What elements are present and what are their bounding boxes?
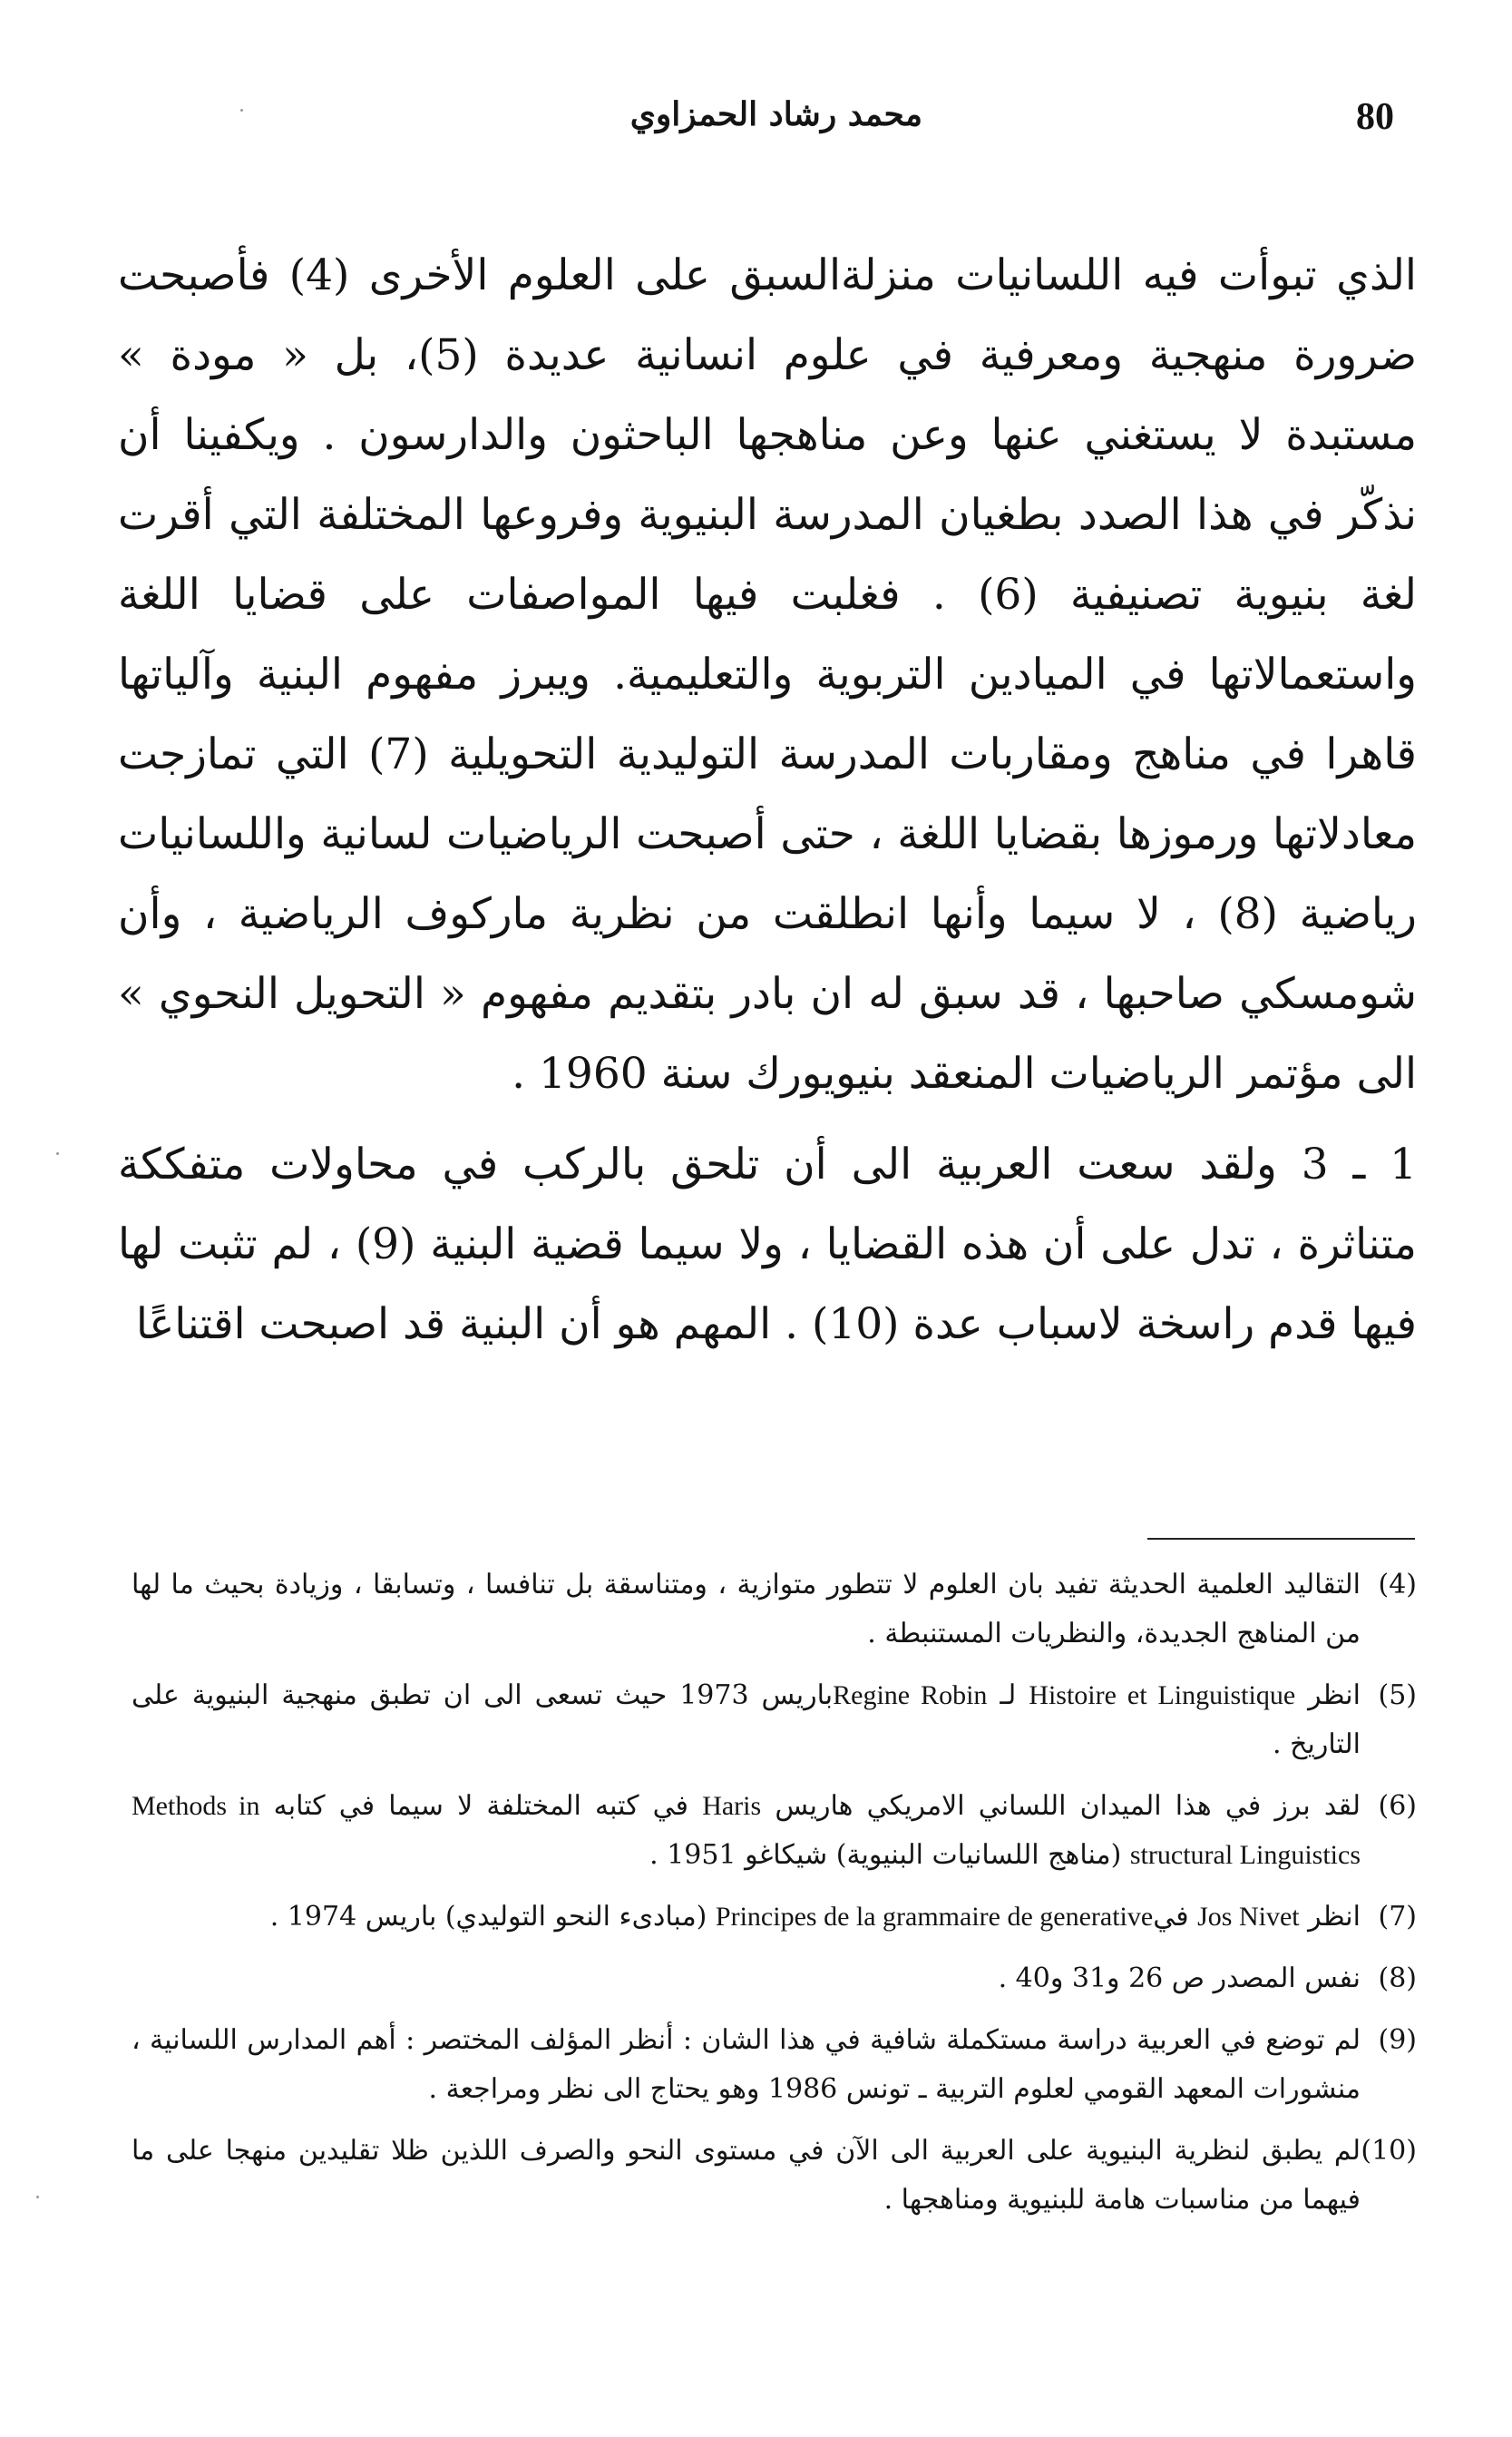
footnote-text-part: انظر — [1295, 1679, 1361, 1711]
scan-speck — [240, 109, 243, 112]
footnote-number: (9) — [1378, 2024, 1417, 2056]
page-header — [163, 95, 1394, 168]
footnotes — [132, 1561, 1417, 2237]
footnote-number: (5) — [1378, 1679, 1417, 1711]
running-head: محمد رشاد الحمزاوي — [629, 95, 922, 133]
footnote-text: لم توضع في العربية دراسة مستكملة شافية في هذا الشان : أنظر المؤلف المختصر : أهم المدارس اللسانية ، منشورات المعهد القومي لعلوم التربية ـ تونس 1986 وهو يحتاج الى نظر ومراجعة . — [132, 2024, 1361, 2105]
page-number: 80 — [1356, 96, 1394, 138]
footnote-divider — [1147, 1538, 1415, 1540]
scan-speck — [56, 1152, 59, 1155]
footnote-latin-title: Histoire et Linguistique — [1029, 1680, 1296, 1710]
footnote-text — [132, 1893, 1361, 1942]
footnote-number: (8) — [1378, 1962, 1417, 1994]
footnote — [132, 1954, 1417, 2003]
footnote-text — [132, 1782, 1361, 1880]
footnote-number: (10) — [1361, 2135, 1417, 2167]
footnote — [132, 1671, 1417, 1769]
footnote-latin-author: Jos Nivet — [1197, 1902, 1300, 1932]
footnote-text-part: (مبادىء النحو التوليدي) باريس 1974 . — [269, 1901, 716, 1933]
footnote-text-part: باريس 1973 حيث تسعى الى ان تطبق منهجية البنيوية على التاريخ . — [132, 1679, 1361, 1760]
footnote-number: (7) — [1378, 1901, 1417, 1933]
footnote-latin-title: Methods in structural Linguistics — [132, 1791, 1361, 1870]
footnote-text: نفس المصدر ص 26 و31 و40 . — [998, 1962, 1361, 1994]
footnote — [132, 1893, 1417, 1942]
footnote-text-part: لقد برز في هذا الميدان اللساني الامريكي هاريس — [761, 1790, 1361, 1822]
footnote-latin-author: Haris — [702, 1791, 762, 1821]
footnote-number: (6) — [1378, 1790, 1417, 1822]
footnote-text-part: انظر — [1299, 1901, 1361, 1933]
footnote-latin-author: Regine Robin — [833, 1680, 988, 1710]
footnote-text-part: لـ — [987, 1679, 1029, 1711]
footnote-text: التقاليد العلمية الحديثة تفيد بان العلوم لا تتطور متوازية ، ومتناسقة بل تنافسا ، وتسابقا ، وزيادة بحيث ما لها من المناهج الجديدة، والنظريات المستنبطة . — [132, 1569, 1361, 1649]
footnote — [132, 1782, 1417, 1880]
footnote-text: لم يطبق لنظرية البنيوية على العربية الى الآن في مستوى النحو والصرف اللذين ظلا تقليدين منهجا على ما فيهما من مناسبات هامة للبنيوية ومناهجها . — [132, 2135, 1361, 2216]
footnote — [132, 1561, 1417, 1659]
footnote-number: (4) — [1378, 1569, 1417, 1600]
main-text — [118, 236, 1417, 1365]
footnote-text-part: في — [1153, 1901, 1198, 1933]
scan-speck — [36, 2196, 39, 2198]
footnote — [132, 2016, 1417, 2114]
footnote-text-part: في كتبه المختلفة لا سيما في كتابه — [259, 1790, 703, 1822]
footnote-text-part: (مناهج اللسانيات البنيوية) شيكاغو 1951 . — [649, 1839, 1130, 1871]
paragraph: 1 ـ 3 ولقد سعت العربية الى أن تلحق بالركب في محاولات متفككة متناثرة ، تدل على أن هذه القضايا ، ولا سيما قضية البنية (9) ، لم تثبت لها فيها قدم راسخة لاسباب عدة (10) . المهم هو أن البنية قد اصبحت اقتناعًا — [118, 1140, 1417, 1349]
footnote-latin-title: Principes de la grammaire de generative — [715, 1902, 1154, 1932]
footnote-text — [132, 1671, 1361, 1769]
footnote — [132, 2127, 1417, 2225]
paragraph: الذي تبوأت فيه اللسانيات منزلةالسبق على العلوم الأخرى (4) فأصبحت ضرورة منهجية ومعرفية في علوم انسانية عديدة (5)، بل « مودة » مستبدة لا يستغني عنها وعن مناهجها الباحثون والدارسون . ويكفينا أن نذكّر في هذا الصدد بطغيان المدرسة البنيوية وفروعها المختلفة التي أقرت لغة بنيوية تصنيفية (6) . فغلبت فيها المواصفات على قضايا اللغة واستعمالاتها في الميادين التربوية والتعليمية. ويبرز مفهوم البنية وآلياتها قاهرا في مناهج ومقاربات المدرسة التوليدية التحويلية (7) التي تمازجت معادلاتها ورموزها بقضايا اللغة ، حتى أصبحت الرياضيات لسانية واللسانيات رياضية (8) ، لا سيما وأنها انطلقت من نظرية ماركوف الرياضية ، وأن شومسكي صاحبها ، قد سبق له ان بادر بتقديم مفهوم « التحويل النحوي » الى مؤتمر الرياضيات المنعقد بنيويورك سنة 1960 . — [118, 250, 1417, 1099]
